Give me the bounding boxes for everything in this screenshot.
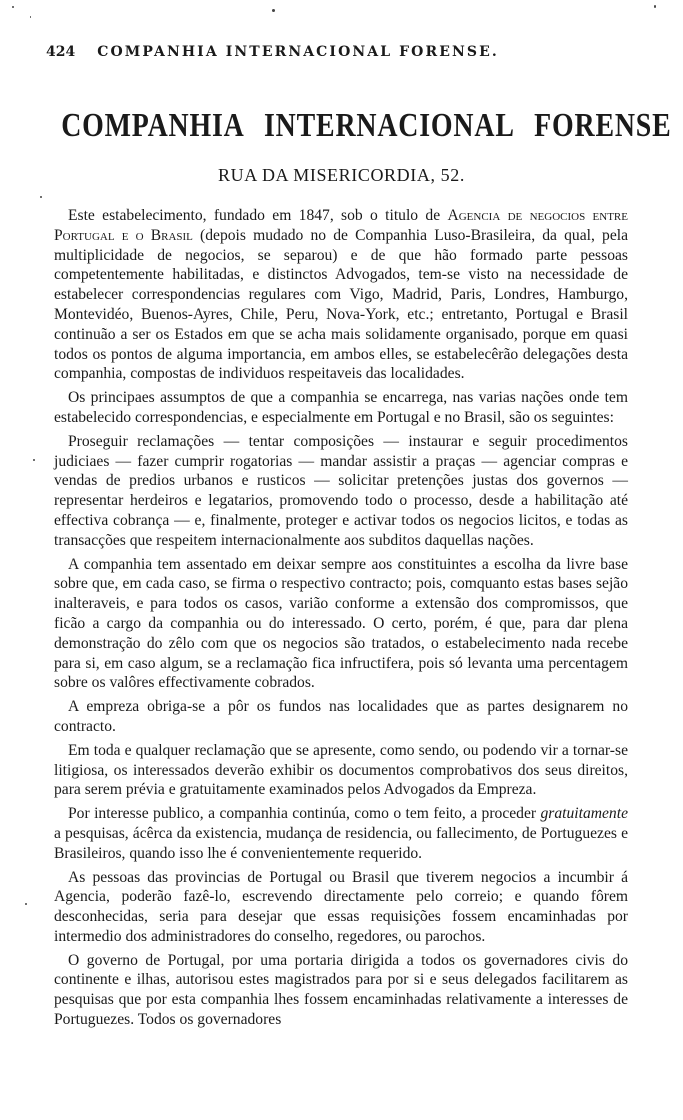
paragraph-contract-terms: A companhia tem assentado em deixar sempre aos constituintes a escolha da livre base sobre que, em cada caso, se firma o respectivo contracto; pois, comquanto estas bases sejão inalteraveis, e para todos os casos, varião conforme a extensão dos compromissos, que ficão a cargo da companhia ou do interessado. O certo, porém, é que, para dar plena demonstração do zêlo com que os negocios são tratados, o estabelecimento nada recebe para si, em caso algum, se a reclamação fica infructifera, pois só levanta uma percentagem sobre os valôres effectivamente cobrados. — [54, 555, 628, 692]
paragraph-establishment — [54, 206, 628, 384]
scan-speck — [272, 9, 275, 12]
paragraph-text: Por interesse publico, a companhia continúa, como o tem feito, a proceder — [68, 805, 541, 823]
paragraph-funds: A empreza obriga-se a pôr os fundos nas localidades que as partes designarem no contracto. — [54, 698, 628, 735]
body-text — [54, 206, 628, 1032]
paragraph-provinces: As pessoas das provincias de Portugal ou Brasil que tiverem negocios a incumbir á Agencia, poderão fazê-lo, escrevendo directamente pelo correio; e quando fôrem desconhecidas, seria para desejar que essas requisições fossem encaminhadas por intermedio dos administradores do conselho, regedores, ou parochos. — [54, 868, 628, 945]
agency-name: Agencia de negocios entre Portugal e o Brasil — [54, 207, 628, 244]
scan-speck — [33, 459, 35, 461]
paragraph-claims: Em toda e qualquer reclamação que se apresente, como sendo, ou podendo vir a tornar-se litigiosa, os interessados deverão exhibir os documentos comprobativos dos seus direitos, para serem prévia e gratuitamente examinados pelos Advogados da Empreza. — [54, 741, 628, 799]
paragraph-services: Proseguir reclamações — tentar composições — instaurar e seguir procedimentos judiciaes — fazer cumprir rogatorias — mandar assistir a praças — agenciar compras e vendas de predios urbanos e rusticos — solicitar pretenções justas dos governos — representar herdeiros e legatarios, promovendo todo o processo, desde a habilitação até effectiva cobrança — e, finalmente, proteger e activar todos os negocios licitos, e todas as transacções que respeitem internacionalmente aos subditos daquellas nações. — [54, 432, 628, 549]
paragraph-text: Este estabelecimento, fundado em 1847, sob o titulo de — [68, 207, 448, 224]
running-head — [46, 44, 606, 60]
page-title: COMPANHIA INTERNACIONAL FORENSE — [61, 107, 672, 144]
paragraph-public-interest — [54, 804, 628, 863]
scan-speck — [12, 6, 14, 8]
paragraph-text: a pesquisas, ácêrca da existencia, mudança de residencia, ou fallecimento, de Portuguezes e Brasileiros, quando isso lhe é convenientemente requerido. — [54, 824, 628, 862]
scan-speck — [654, 5, 656, 8]
paragraph-subjects: Os principaes assumptos de que a companhia se encarrega, nas varias nações onde tem estabelecido correspondencias, e especialmente em Portugal e no Brasil, são os seguintes: — [54, 389, 628, 426]
scan-speck — [30, 16, 31, 18]
emphasis-gratuitamente: gratuitamente — [540, 805, 628, 823]
running-title: COMPANHIA INTERNACIONAL FORENSE. — [97, 44, 499, 60]
address-line: RUA DA MISERICORDIA, 52. — [218, 165, 465, 185]
scan-speck — [25, 903, 27, 905]
page-number: 424 — [46, 44, 76, 60]
paragraph-government: O governo de Portugal, por uma portaria dirigida a todos os governadores civis do continente e ilhas, autorisou estes magistrados para por si e seus delegados facilitarem as pesquisas que por esta companhia lhes fossem encaminhadas relativamente a interesses de Portuguezes. Todos os governadores — [54, 951, 628, 1029]
paragraph-text: (depois mudado no de Companhia Luso-Brasileira, da qual, pela multiplicidade de negocios, se separou) e de que hão formado parte pessoas competentemente habilitadas, e distinctos Advogados, tem-se visto na necessidade de estabelecer correspondencias regulares com Vigo, Madrid, Paris, Londres, Hamburgo, Montevidéo, Buenos-Ayres, Chile, Peru, Nova-York, etc.; entretanto, Portugal e Brasil continuão a ser os Estados em que se acha mais solidamente organisado, porque em quasi todos os pontos de alguma importancia, em ambos elles, se estabelecêrão delegações desta companhia, compostas de individuos respeitaveis das localidades. — [54, 226, 628, 383]
scan-speck — [40, 196, 42, 198]
